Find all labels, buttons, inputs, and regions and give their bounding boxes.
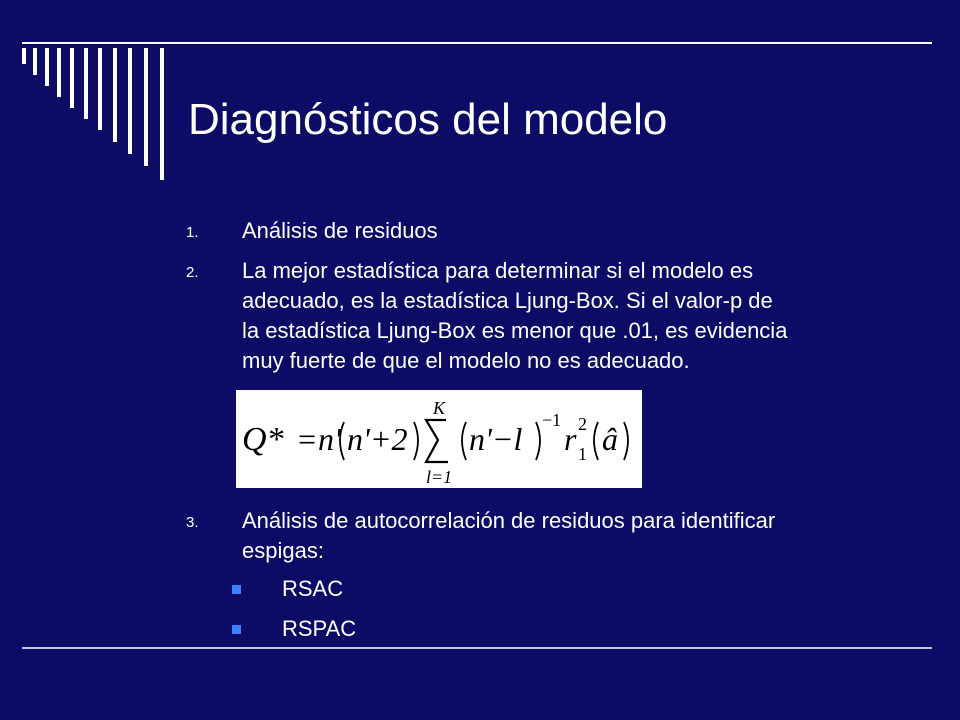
- list-item-text-line-2: adecuado, es la estadística Ljung-Box. Si el valor-p de: [242, 288, 773, 313]
- list-item-text-line-2: espigas:: [242, 538, 324, 563]
- sub-list-item-text: RSAC: [282, 576, 344, 601]
- square-bullet-icon: [232, 585, 241, 594]
- list-item-text-line-1: La mejor estadística para determinar si el modelo es: [242, 258, 754, 283]
- formula-n: n': [318, 421, 341, 457]
- formula-a-hat: â: [602, 421, 618, 457]
- sub-list-item-text: RSPAC: [282, 616, 357, 641]
- ljung-box-formula: [236, 390, 642, 488]
- formula-n-minus-l: n'−l: [469, 421, 523, 457]
- formula-r-sup: 2: [578, 414, 587, 434]
- list-item-text: Análisis de residuos: [242, 218, 438, 243]
- slide-title: Diagnósticos del modelo: [188, 95, 668, 144]
- list-item-text-line-1: Análisis de autocorrelación de residuos para identificar: [242, 508, 776, 533]
- formula-r-sub: 1: [578, 444, 587, 464]
- square-bullet-icon: [232, 625, 241, 634]
- formula-r: r: [564, 421, 577, 457]
- list-item-text-line-3: la estadística Ljung-Box es menor que .01, es evidencia: [242, 318, 788, 343]
- list-number: 3.: [186, 514, 199, 531]
- formula-exponent: −1: [542, 410, 562, 430]
- list-number: 1.: [186, 224, 199, 241]
- formula-n-plus-2: n'+2: [347, 421, 408, 457]
- list-item-text-line-4: muy fuerte de que el modelo no es adecuado.: [242, 348, 690, 373]
- formula-equals: =: [298, 421, 317, 457]
- list-number: 2.: [186, 264, 199, 281]
- formula-sum-upper: K: [433, 398, 446, 418]
- formula-sum-lower: l=1: [426, 467, 453, 487]
- formula-q: Q*: [242, 421, 284, 458]
